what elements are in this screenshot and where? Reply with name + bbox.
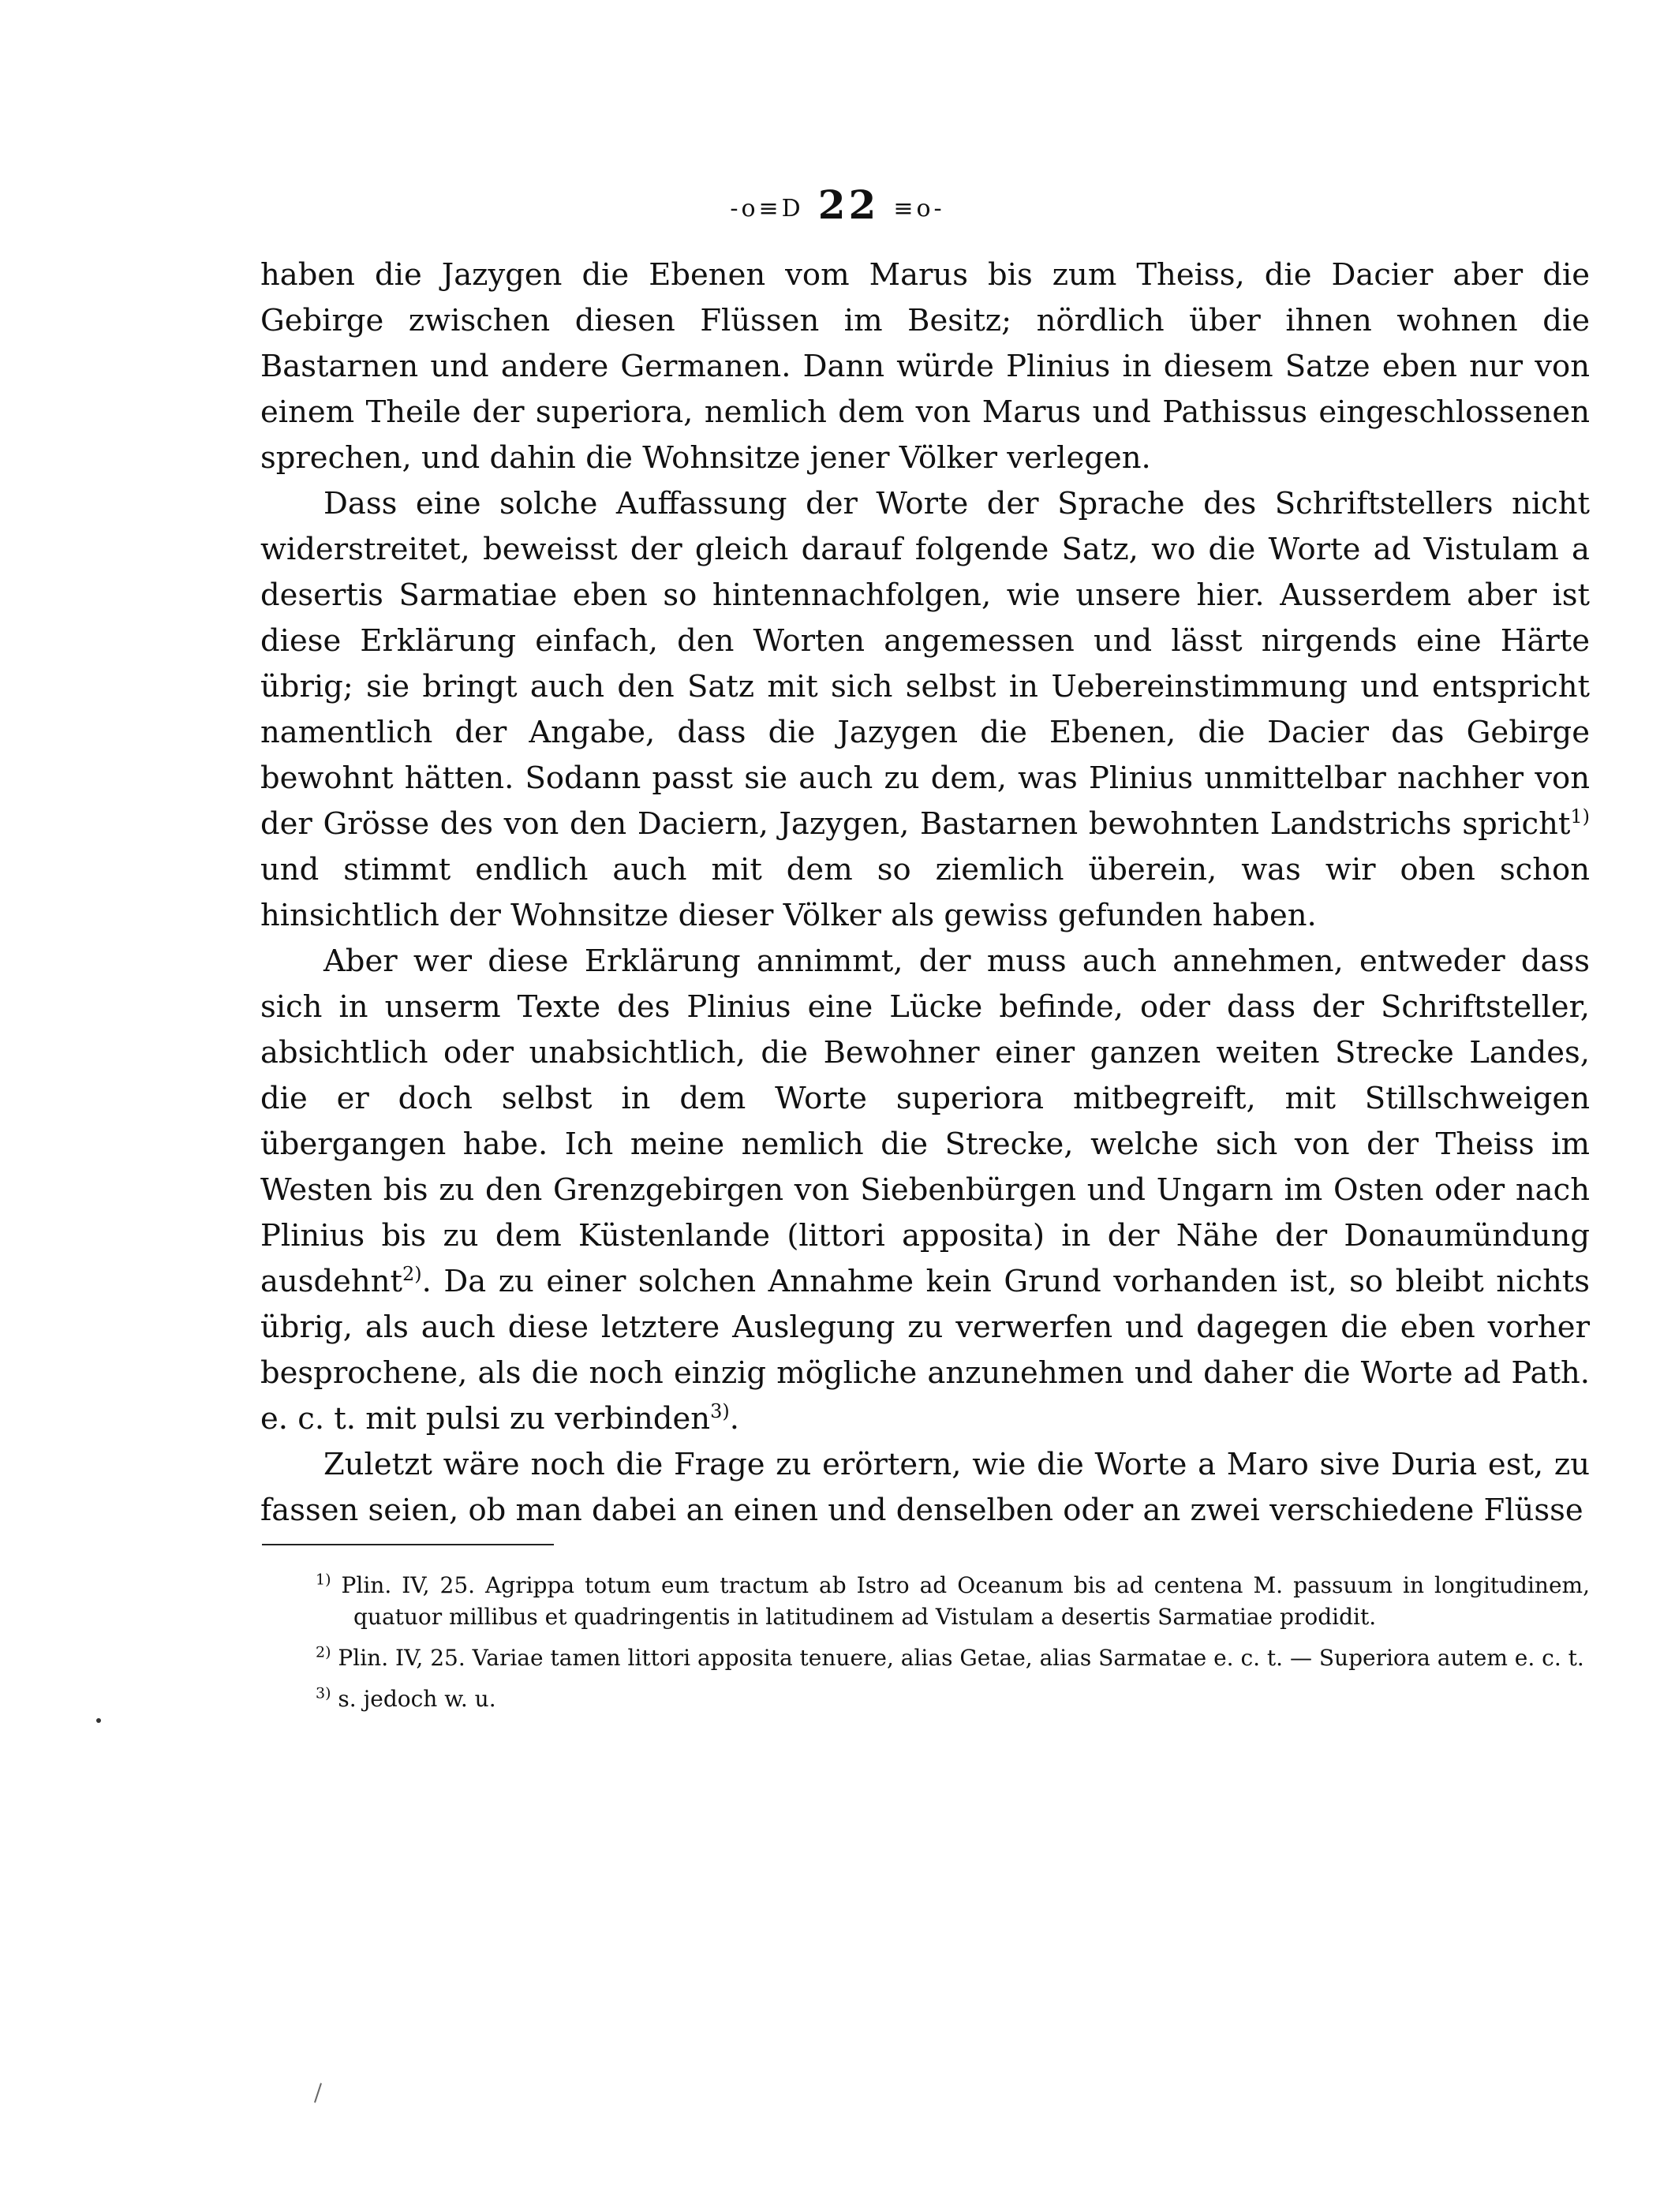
footnote-ref-1[interactable]: 1) <box>1570 805 1590 828</box>
footnote-ref-2[interactable]: 2) <box>402 1263 422 1286</box>
scan-speck <box>96 1718 101 1723</box>
main-text <box>260 252 1590 1534</box>
paragraph-1 <box>260 252 1590 481</box>
paragraph-4-text: Zuletzt wäre noch die Frage zu erörtern, wie die Worte a Maro sive Duria est, zu fassen seien, ob man dabei an einen und denselben oder an zwei verschiedene Flüsse <box>260 1447 1590 1528</box>
paragraph-2 <box>260 481 1590 939</box>
paragraph-3-text-b: . Da zu einer solchen Annahme kein Grund vorhanden ist, so bleibt nichts übrig, als auch diese letztere Auslegung zu verwerfen und dagegen die eben vorher besprochene, als die noch einzig mögliche anzunehmen und daher die Worte ad Path. e. c. t. mit pulsi zu verbinden <box>260 1264 1590 1437</box>
paragraph-3-text-c: . <box>729 1401 739 1437</box>
paragraph-4 <box>260 1442 1590 1534</box>
footnote-1 <box>316 1570 1590 1633</box>
ornament-left-icon: -o≡D <box>730 194 804 222</box>
paragraph-3 <box>260 939 1590 1442</box>
footnote-2 <box>316 1642 1590 1674</box>
footnote-2-number: 2) <box>316 1643 331 1661</box>
paragraph-1-text: haben die Jazygen die Ebenen vom Marus bis zum Theiss, die Dacier aber die Gebirge zwischen diesen Flüssen im Besitz; nördlich über ihnen wohnen die Bastarnen und andere Germanen. Dann würde Plinius in diesem Satze eben nur von einem Theile der superiora, nemlich dem von Marus und Pathissus eingeschlossenen sprechen, und dahin die Wohnsitze jener Völker verlegen. <box>260 257 1590 476</box>
footnote-2-text: Plin. IV, 25. Variae tamen littori apposita tenuere, alias Getae, alias Sarmatae e. c. t. — Superiora autem e. c. t. <box>338 1645 1584 1671</box>
footnote-1-number: 1) <box>316 1571 331 1589</box>
paragraph-2-text-b: und stimmt endlich auch mit dem so ziemlich überein, was wir oben schon hinsichtlich der Wohnsitze dieser Völker als gewiss gefunden haben. <box>260 852 1590 933</box>
page-number: 22 <box>817 181 880 228</box>
footnotes <box>316 1570 1590 1724</box>
scan-mark <box>314 2083 322 2102</box>
paragraph-2-text-a: Dass eine solche Auffassung der Worte der Sprache des Schriftstellers nicht widerstreitet, beweisst der gleich darauf folgende Satz, wo die Worte ad Vistulam a desertis Sarmatiae eben so hintennachfolgen, wie unsere hier. Ausserdem aber ist diese Erklärung einfach, den Worten angemessen und lässt nirgends eine Härte übrig; sie bringt auch den Satz mit sich selbst in Uebereinstimmung und entspricht namentlich der Angabe, dass die Jazygen die Ebenen, die Dacier das Gebirge bewohnt hätten. Sodann passt sie auch zu dem, was Plinius unmittelbar nachher von der Grösse des von den Daciern, Jazygen, Bastarnen bewohnten Landstrichs spricht <box>260 486 1590 842</box>
paragraph-3-text-a: Aber wer diese Erklärung annimmt, der muss auch annehmen, entweder dass sich in unserm Texte des Plinius eine Lücke befinde, oder dass der Schriftsteller, absichtlich oder unabsichtlich, die Bewohner einer ganzen weiten Strecke Landes, die er doch selbst in dem Worte superiora mitbegreift, mit Stillschweigen übergangen habe. Ich meine nemlich die Strecke, welche sich von der Theiss im Westen bis zu den Grenzgebirgen von Siebenbürgen und Ungarn im Osten oder nach Plinius bis zu dem Küstenlande (littori apposita) in der Nähe der Donaumündung ausdehnt <box>260 943 1590 1299</box>
ornament-right-icon: ≡o- <box>893 194 945 222</box>
footnote-divider <box>262 1544 554 1545</box>
footnote-3-number: 3) <box>316 1684 331 1702</box>
footnote-3-text: s. jedoch w. u. <box>338 1686 496 1712</box>
footnote-3 <box>316 1683 1590 1715</box>
footnote-1-text: Plin. IV, 25. Agrippa totum eum tractum ab Istro ad Oceanum bis ad centena M. passuum in longitudinem, quatuor millibus et quadringentis in latitudinem ad Vistulam a desertis Sarmatiae prodidit. <box>341 1572 1590 1630</box>
page-header <box>0 181 1675 228</box>
footnote-ref-3[interactable]: 3) <box>710 1400 730 1423</box>
